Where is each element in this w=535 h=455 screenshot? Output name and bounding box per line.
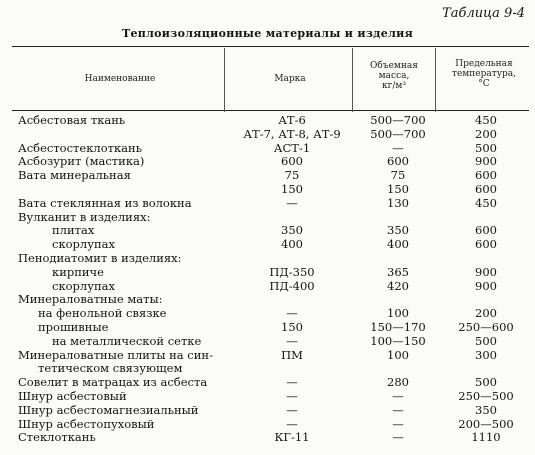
table-row	[18, 238, 523, 252]
cell-mark: 350	[281, 223, 303, 238]
cell-name: скорлупах	[52, 278, 115, 293]
header-temperature: Предельная температура, °С	[451, 59, 517, 89]
cell-density: 400	[387, 237, 409, 252]
table-row	[18, 142, 523, 156]
cell-mark: ПМ	[281, 347, 303, 362]
cell-density: 100—150	[370, 333, 426, 348]
cell-temperature: 300	[475, 347, 497, 362]
cell-name: Вата стеклянная из волокна	[18, 195, 192, 210]
table-row	[18, 280, 523, 294]
table-row	[18, 431, 523, 445]
table-row	[18, 418, 523, 432]
cell-mark: КГ-11	[274, 430, 310, 445]
cell-name: Шнур асбестопуховый	[18, 416, 155, 431]
cell-temperature: 500	[475, 140, 497, 155]
cell-name: Асбестовая ткань	[18, 113, 126, 127]
cell-mark: —	[286, 306, 298, 321]
header-top-rule	[12, 46, 529, 47]
cell-mark: ПД-350	[269, 264, 315, 279]
cell-density: 420	[387, 278, 409, 293]
cell-temperature: 450	[475, 113, 497, 127]
table-row	[18, 349, 523, 363]
cell-mark: 600	[281, 154, 303, 169]
cell-mark: АТ-7, АТ-8, АТ-9	[243, 126, 341, 141]
cell-mark: —	[286, 402, 298, 417]
table-row	[18, 321, 523, 335]
cell-name: Минераловатные маты:	[18, 292, 163, 307]
cell-name: Шнур асбестовый	[18, 388, 127, 403]
cell-temperature: 200	[475, 126, 497, 141]
table-row	[18, 390, 523, 404]
table-row	[18, 376, 523, 390]
cell-name: скорлупах	[52, 237, 115, 252]
cell-density: 500—700	[370, 126, 426, 141]
cell-mark: 400	[281, 237, 303, 252]
cell-temperature: 450	[475, 195, 497, 210]
table-number: Таблица 9-4	[442, 6, 525, 21]
cell-mark: ПД-400	[269, 278, 315, 293]
table-row	[18, 183, 523, 197]
table-row	[18, 266, 523, 280]
table-row	[18, 404, 523, 418]
cell-mark: —	[286, 416, 298, 431]
cell-name: Минераловатные плиты на син-	[18, 347, 213, 362]
cell-density: —	[392, 140, 404, 155]
cell-density: —	[392, 388, 404, 403]
cell-mark: 75	[284, 168, 300, 183]
table-row	[18, 293, 523, 307]
cell-density: 150—170	[370, 319, 426, 334]
cell-temperature: 900	[475, 264, 497, 279]
cell-name: плитах	[52, 223, 95, 238]
cell-mark: —	[286, 333, 298, 348]
cell-name: Асбестостеклоткань	[18, 140, 142, 155]
cell-mark: —	[286, 195, 298, 210]
cell-density: 500—700	[370, 113, 426, 127]
table-body	[18, 114, 523, 445]
cell-name: Пенодиатомит в изделиях:	[18, 250, 182, 265]
cell-mark: 150	[281, 319, 303, 334]
cell-density: —	[392, 402, 404, 417]
header-bottom-rule	[12, 110, 529, 111]
cell-temperature: 200—500	[458, 416, 514, 431]
cell-temperature: 600	[475, 223, 497, 238]
cell-mark: 150	[281, 181, 303, 196]
cell-name: прошивные	[38, 319, 109, 334]
table-row	[18, 224, 523, 238]
cell-name: Стеклоткань	[18, 430, 96, 445]
cell-temperature: 350	[475, 402, 497, 417]
header-density: Объемная масса, кг/м³	[370, 61, 418, 91]
header-name: Наименование	[84, 74, 156, 84]
cell-name: Совелит в матрацах из асбеста	[18, 375, 208, 390]
cell-name: кирпиче	[52, 264, 104, 279]
cell-temperature: 600	[475, 237, 497, 252]
cell-mark: —	[286, 375, 298, 390]
cell-density: 350	[387, 223, 409, 238]
cell-density: 75	[390, 168, 406, 183]
cell-temperature: 600	[475, 181, 497, 196]
cell-name: на фенольной связке	[38, 306, 167, 321]
cell-name: Асбозурит (мастика)	[18, 154, 145, 169]
cell-density: 280	[387, 375, 409, 390]
table-row	[18, 155, 523, 169]
table-row	[18, 128, 523, 142]
cell-temperature: 1110	[471, 430, 501, 445]
table-row	[18, 169, 523, 183]
cell-temperature: 500	[475, 375, 497, 390]
cell-name: Шнур асбестомагнезиальный	[18, 402, 199, 417]
cell-density: —	[392, 416, 404, 431]
table-row	[18, 197, 523, 211]
cell-mark: —	[286, 388, 298, 403]
cell-name: Вата минеральная	[18, 168, 131, 183]
cell-name: на металлической сетке	[52, 333, 202, 348]
cell-density: —	[392, 430, 404, 445]
column-divider-1	[224, 48, 225, 112]
cell-temperature: 250—600	[458, 319, 514, 334]
cell-temperature: 900	[475, 278, 497, 293]
cell-density: 100	[387, 347, 409, 362]
table-row	[18, 114, 523, 128]
column-divider-3	[435, 48, 436, 112]
cell-temperature: 600	[475, 168, 497, 183]
cell-temperature: 250—500	[458, 388, 514, 403]
table-row	[18, 335, 523, 349]
cell-density: 150	[387, 181, 409, 196]
cell-density: 365	[387, 264, 409, 279]
cell-density: 600	[387, 154, 409, 169]
cell-temperature: 200	[475, 306, 497, 321]
cell-density: 100	[387, 306, 409, 321]
cell-temperature: 500	[475, 333, 497, 348]
cell-mark: АСТ-1	[273, 140, 311, 155]
table-row	[18, 252, 523, 266]
header-mark: Марка	[274, 74, 306, 84]
column-divider-2	[352, 48, 353, 112]
cell-mark: АТ-6	[278, 113, 306, 127]
table-row	[18, 211, 523, 225]
table-title: Теплоизоляционные материалы и изделия	[121, 27, 414, 40]
cell-name: Вулканит в изделиях:	[18, 209, 151, 224]
cell-density: 130	[387, 195, 409, 210]
table-row	[18, 362, 523, 376]
table-row	[18, 307, 523, 321]
cell-name: тетическом связующем	[38, 361, 183, 376]
cell-temperature: 900	[475, 154, 497, 169]
